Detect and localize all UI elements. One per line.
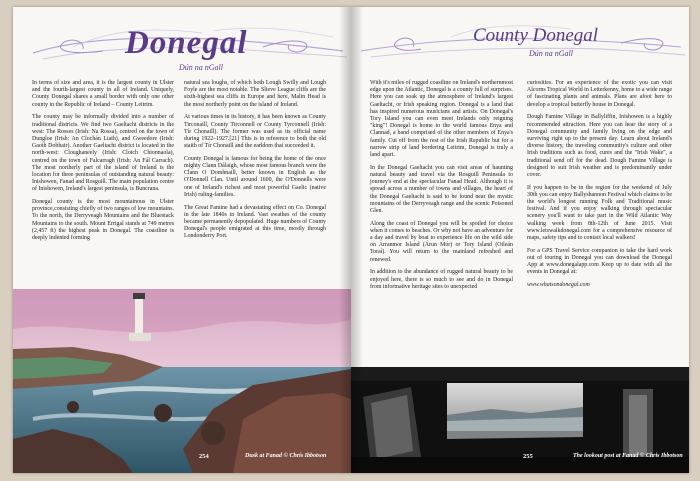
- page-number-left: 254: [199, 453, 209, 460]
- right-page-title: County Donegal: [473, 25, 599, 46]
- paragraph: natural sea loughs, of which both Lough Swilly and Lough Foyle are the most notable. The Slieve League cliffs are the sixth-highest sea cliffs in Europe and here, Malin Head is the most northerly point on the island of Ireland.: [184, 80, 326, 108]
- paragraph: At various times in its history, it has been known as County Tirconaill, County Tirconnell or County Tyrconnell (Irish: Tír Chonaill). The former was used as its official name during 1922–1927.[21] This is in reference to both the old staith of Tír Chonaill and the earldom that succeeded it.: [184, 114, 326, 150]
- right-page: [351, 7, 689, 473]
- right-column-2: [527, 80, 672, 295]
- paragraph: Dough Famine Village in Ballyliffin, Inishowen is a highly recommended attraction. Here you can hear the story of a Donegal community and family living on the edge and surviving right up to the present day. Learn about Ireland's diverse history, the traveling community's culture and other Irish traditions such as food, cures and the "Irish Wake", a traditional send off for the dead. Dough Famine Village is designed to suit Irish weather and is predominantly under cover.: [527, 114, 672, 178]
- right-column-1: [370, 80, 513, 296]
- paragraph: County Donegal is famous for being the home of the once mighty Clann Dálaigh, whose most famous branch were the Clann O Domhnaill, better known in English as the O'Donnell Clan. Until around 1600, the O'Donnells were one of Ireland's richest and most powerful Gaelic (native Irish) ruling-families.: [184, 155, 326, 198]
- photo-caption-left: Dusk at Fanad © Chris Ibbotson: [245, 453, 327, 459]
- paragraph: The Great Famine had a devastating effect on Co. Donegal in the late 1840s in Ireland. Vast swathes of the county became permanently depopulated. Huge numbers of County Donegal's people emigrated at this time, mostly through Londonderry Port.: [184, 204, 326, 240]
- paragraph: For a GPS Travel Service companion to take the hard work out of touring in Donegal you can download the Donegal App at www.donegalapp.com Keep up to date with all the events in Donegal at:: [527, 247, 672, 276]
- paragraph: If you happen to be in the region for the weekend of July 30th you can enjoy Ballyshannon Festival which claims to be the world's longest running Folk and Traditional music festival. And if you enjoy walking through spectacular scenery you'll want to take part in the Wild Atlantic Way walking week from 8th-12th of June 2015. Visit www.letswalkdonegal.com for a comprehensive resource of maps, safety tips and to contact local walkers!: [527, 184, 672, 242]
- left-page: [13, 7, 351, 473]
- lighthouse: [135, 297, 143, 337]
- paragraph: Donegal county is the most mountainous in Ulster province,consisting chiefly of two ranges of low mountains. To the north, the Derryveagh Mountains and the Bluestack Mountains to the south. Mount Errigal stands at 749 metres (2,457 ft) the highest peak in Donegal. The coastline is deeply indented forming: [32, 199, 174, 242]
- paragraph: curiosities. For an experience of the exotic you can visit Alcorns Tropical World in Letterkenny, home to a wide range of fascinating plants and animals. Plans are afoot here to develop a tropical butterfly house in Donegal.: [527, 80, 672, 108]
- right-page-subtitle: Dún na nGall: [529, 49, 573, 58]
- paragraph: In terms of size and area, it is the largest county in Ulster and the fourth-largest county in all of Ireland. Uniquely, County Donegal shares a small border with only one other county in the Republic of Ireland – County Leitrim.: [32, 80, 174, 108]
- left-column-2: [184, 80, 326, 246]
- left-page-subtitle: Dún na nGall: [179, 63, 223, 72]
- magazine-spread: [13, 7, 689, 473]
- left-page-title: Donegal: [125, 25, 248, 61]
- fanad-lighthouse-photo: [13, 289, 351, 473]
- photo-caption-right: The lookout post at Fanad © Chris Ibbotson: [573, 453, 683, 459]
- paragraph: In the Donegal Gaeltacht you can visit areas of haunting natural beauty and travel via the Rosguill Peninsula to journey's end at the spectacular Fanad Head. Although it is spread across a number of towns and villages, the heart of the Donegal Gaeltacht is said to be found near the mystic mountains of the Derryveagh range and the scenic Poisoned Glen.: [370, 164, 513, 214]
- paragraph: The county may be informally divided into a number of traditional districts. We find two Gaeltacht districts in the west: The Rosses (Irish: Na Rossa), centred on the town of Dungloe (Irish: An Clochán Liath), and Gweedore (Irish: Gaoth Dobhair). Another Gaeltacht district is located in the north-west: Cloughaneely (Irish: Cloich Chionnaola), centred on the town of Falcarragh (Irish: An Fál Carrach). The most northerly part of the island of Ireland is the location for three peninsulas of outstanding natural beauty: Inishowen, Fanad and Rosguill. The main population centre of Inishowen, Ireland's largest peninsula, is Buncrana.: [32, 114, 174, 193]
- paragraph: Along the coast of Donegal you will be spoiled for choice when it comes to beaches. Or why not have an adventure for a day and travel by boat to experience life on the wild side on Arranmor Island (Árun Mór) or Tory Island (Oileán Toraí). You will return to the mainland refreshed and renewed.: [370, 220, 513, 263]
- left-column-1: [32, 80, 174, 248]
- paragraph: With it's miles of rugged coastline on Ireland's northernmost edge upon the Atlantic, Donegal is a county full of surprises. Here you can soak up the atmosphere of Ireland's largest Gaeltacht, or Irish speaking region. Donegal is a land that has inspired numerous musicians and artists. On Donegal's Tory Island you can even meet Irelands only reigning "king"! Donegal is home to the world famous Enya and Clannad, a band comprised of the other members of Enya's family. Cut off from the rest of the Irish Republic but for a narrow strip of land bordering Leitrim, Donegal is truly a land apart.: [370, 80, 513, 159]
- website-link[interactable]: www.whatsondonegal.com: [527, 282, 590, 289]
- paragraph: In addition to the abundance of rugged natural beauty to be enjoyed here, there is so much to see and do in Donegal from informative heritage sites to unexpected: [370, 269, 513, 290]
- page-number-right: 255: [523, 453, 533, 460]
